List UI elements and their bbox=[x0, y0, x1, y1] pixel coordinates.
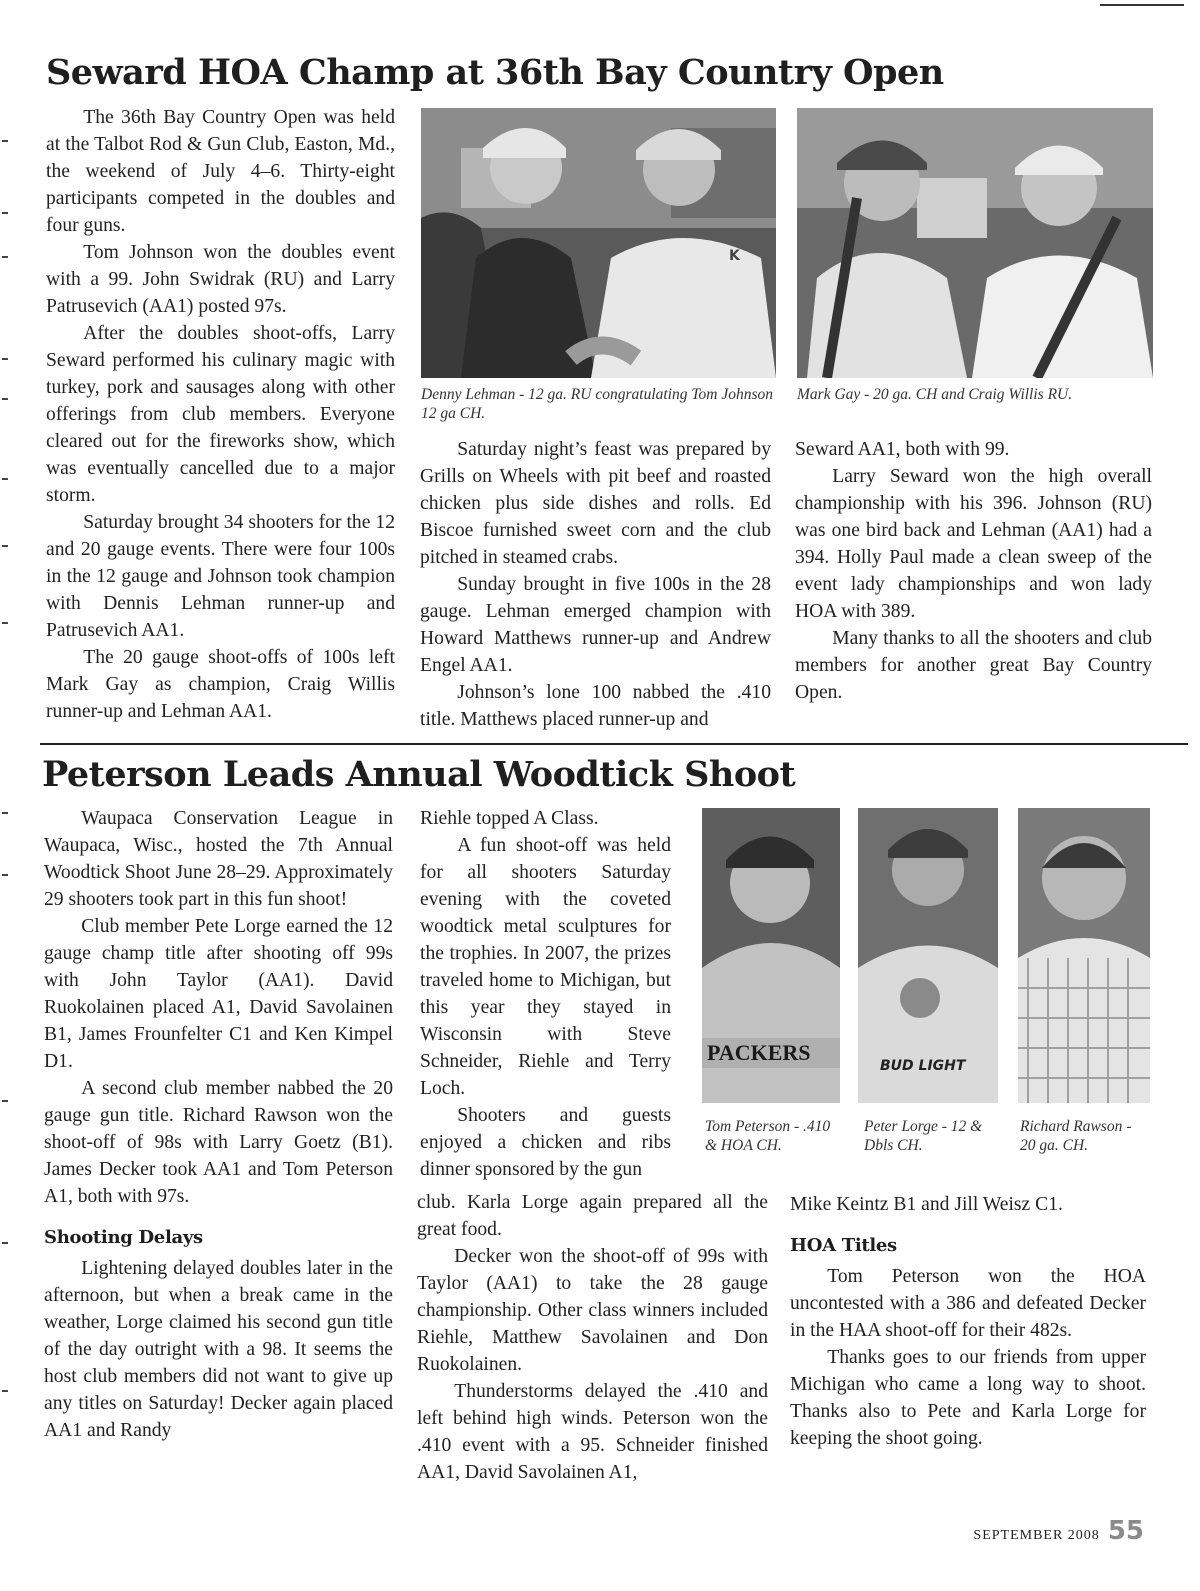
paragraph: Thanks goes to our friends from upper Michigan who came a long way to shoot. Thanks also to Pete and Karla Lorge for keeping the shoot going. bbox=[790, 1347, 1146, 1449]
margin-mark bbox=[2, 545, 8, 547]
article1-column-2 bbox=[420, 436, 771, 733]
shirt-text-bud-light: BUD LIGHT bbox=[880, 1058, 966, 1074]
margin-mark bbox=[2, 874, 8, 876]
paragraph: Saturday brought 34 shooters for the 12 and 20 gauge events. There were four 100s in the 12 gauge and Johnson took champion with Dennis Lehman runner-up and Patrusevich AA1. bbox=[46, 512, 395, 641]
margin-mark bbox=[2, 1242, 8, 1244]
subhead-hoa-titles: HOA Titles bbox=[790, 1235, 897, 1256]
paragraph: Lightening delayed doubles later in the afternoon, but when a break came in the weather, Lorge claimed his second gun title of the day outright with a 98. It seems the host club members did not want to give up any titles on Saturday! Decker again placed AA1 and Randy bbox=[44, 1258, 393, 1441]
paragraph: Decker won the shoot-off of 99s with Taylor (AA1) to take the 28 gauge championship. Other class winners included Riehle, Matthew Savolainen and Don Ruokolainen. bbox=[417, 1246, 768, 1375]
photo-lehman-johnson bbox=[421, 108, 776, 378]
photo4-caption: Peter Lorge - 12 & Dbls CH. bbox=[864, 1118, 983, 1154]
paragraph: Many thanks to all the shooters and club members for another great Bay Country Open. bbox=[795, 628, 1152, 703]
photo-tom-peterson bbox=[702, 808, 840, 1103]
paragraph: The 36th Bay Country Open was held at the Talbot Rod & Gun Club, Easton, Md., the weekend of July 4–6. Thirty-eight participants competed in the doubles and four guns. bbox=[46, 107, 395, 236]
paragraph: Mike Keintz B1 and Jill Weisz C1. bbox=[790, 1194, 1063, 1215]
margin-mark bbox=[2, 140, 8, 142]
shirt-text-packers: PACKERS bbox=[707, 1040, 811, 1065]
margin-mark bbox=[2, 358, 8, 360]
article2-column-2a bbox=[420, 805, 671, 1183]
photo-gay-willis bbox=[797, 108, 1153, 378]
paragraph: Seward AA1, both with 99. bbox=[795, 439, 1010, 460]
paragraph: Tom Peterson won the HOA uncontested with a 386 and defeated Decker in the HAA shoot-off for their 482s. bbox=[790, 1266, 1146, 1341]
paragraph: club. Karla Lorge again prepared all the great food. bbox=[417, 1192, 768, 1240]
article2-column-2b bbox=[417, 1189, 768, 1486]
paragraph: A second club member nabbed the 20 gauge gun title. Richard Rawson won the shoot-off of 98s with Larry Goetz (B1). James Decker took AA1 and Tom Peterson A1, both with 97s. bbox=[44, 1078, 393, 1207]
photo2-caption: Mark Gay - 20 ga. CH and Craig Willis RU. bbox=[797, 386, 1073, 403]
paragraph: Larry Seward won the high overall championship with his 396. Johnson (RU) was one bird back and Lehman (AA1) had a 394. Holly Paul made a clean sweep of the event lady championships and won lady HOA with 389. bbox=[795, 466, 1152, 622]
margin-mark bbox=[2, 1100, 8, 1102]
article1-column-1 bbox=[46, 104, 395, 725]
photo5-caption: Richard Rawson - 20 ga. CH. bbox=[1020, 1118, 1132, 1154]
margin-mark bbox=[2, 212, 8, 214]
footer-month: SEPTEMBER 2008 bbox=[973, 1528, 1100, 1543]
article2-headline: Peterson Leads Annual Woodtick Shoot bbox=[42, 754, 796, 795]
margin-mark bbox=[2, 1390, 8, 1392]
subhead-shooting-delays: Shooting Delays bbox=[44, 1227, 203, 1248]
margin-mark bbox=[2, 256, 8, 258]
paragraph: Riehle topped A Class. bbox=[420, 808, 599, 829]
section-divider bbox=[40, 743, 1188, 745]
paragraph: Saturday night’s feast was prepared by Grills on Wheels with pit beef and roasted chicken plus side dishes and rolls. Ed Biscoe furnished sweet corn and the club pitched in steamed crabs. bbox=[420, 439, 771, 568]
photo-peter-lorge bbox=[858, 808, 998, 1103]
page-footer bbox=[973, 1516, 1144, 1546]
top-rule bbox=[1100, 4, 1184, 6]
page-number: 55 bbox=[1107, 1516, 1144, 1546]
article2-column-1 bbox=[44, 805, 393, 1444]
margin-mark bbox=[2, 812, 8, 814]
margin-mark bbox=[2, 398, 8, 400]
photo-richard-rawson bbox=[1018, 808, 1150, 1103]
paragraph: Waupaca Conservation League in Waupaca, Wisc., hosted the 7th Annual Woodtick Shoot June 28–29. Approximately 29 shooters took part in this fun shoot! bbox=[44, 808, 393, 910]
margin-mark bbox=[2, 478, 8, 480]
paragraph: Thunderstorms delayed the .410 and left behind high winds. Peterson won the .410 event with a 95. Schneider finished AA1, David Savolainen A1, bbox=[417, 1381, 768, 1483]
paragraph: After the doubles shoot-offs, Larry Seward performed his culinary magic with turkey, pork and sausages along with other offerings from club members. Everyone cleared out for the fireworks show, which was eventually cancelled due to a major storm. bbox=[46, 323, 395, 506]
paragraph: Tom Johnson won the doubles event with a 99. John Swidrak (RU) and Larry Patrusevich (AA1) posted 97s. bbox=[46, 242, 395, 317]
paragraph: Club member Pete Lorge earned the 12 gauge champ title after shooting off 99s with John Taylor (AA1). David Ruokolainen placed A1, David Savolainen B1, James Frounfelter C1 and Ken Kimpel D1. bbox=[44, 916, 393, 1072]
photo1-caption: Denny Lehman - 12 ga. RU congratulating Tom Johnson 12 ga CH. bbox=[421, 386, 774, 422]
paragraph: Shooters and guests enjoyed a chicken and ribs dinner sponsored by the gun bbox=[420, 1105, 671, 1180]
paragraph: Johnson’s lone 100 nabbed the .410 title. Matthews placed runner-up and bbox=[420, 682, 771, 730]
paragraph: A fun shoot-off was held for all shooters Saturday evening with the coveted woodtick metal sculptures for the trophies. In 2007, the prizes traveled home to Michigan, but this year they stayed in Wisconsin with Steve Schneider, Riehle and Terry Loch. bbox=[420, 835, 671, 1099]
article2-column-3 bbox=[790, 1191, 1146, 1452]
paragraph: The 20 gauge shoot-offs of 100s left Mark Gay as champion, Craig Willis runner-up and Lehman AA1. bbox=[46, 647, 395, 722]
paragraph: Sunday brought in five 100s in the 28 gauge. Lehman emerged champion with Howard Matthews runner-up and Andrew Engel AA1. bbox=[420, 574, 771, 676]
cap-logo: K bbox=[729, 248, 740, 264]
margin-mark bbox=[2, 622, 8, 624]
article1-headline: Seward HOA Champ at 36th Bay Country Open bbox=[46, 52, 944, 93]
article1-column-3 bbox=[795, 436, 1152, 706]
photo3-caption: Tom Peterson - .410 & HOA CH. bbox=[705, 1118, 831, 1154]
